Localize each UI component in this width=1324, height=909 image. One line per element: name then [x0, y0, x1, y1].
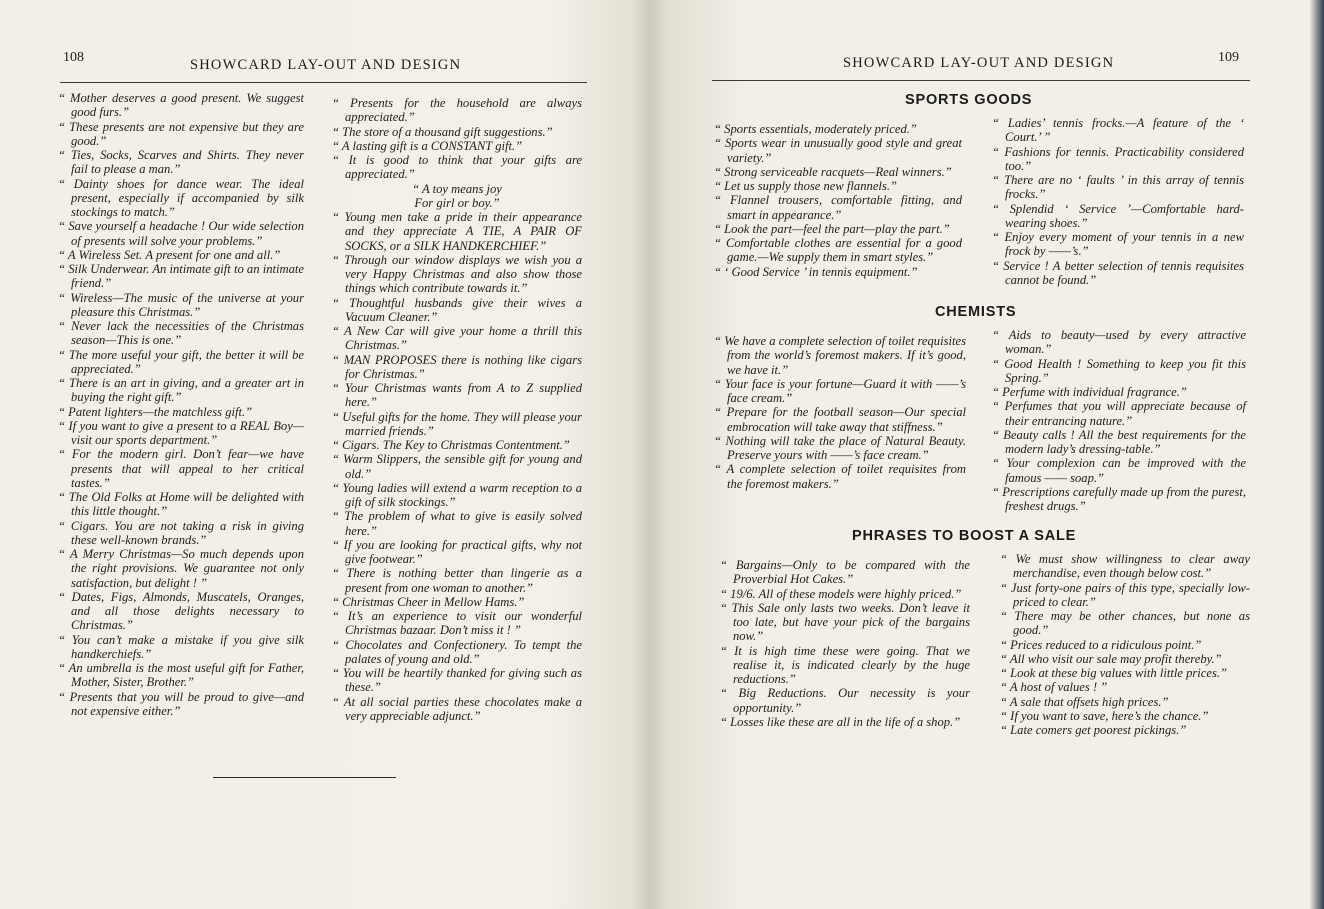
phrases-right-column [1000, 552, 1250, 737]
slogan-item: “ Dainty shoes for dance wear. The ideal present, especially if accompanied by silk stockings to match.” [58, 176, 304, 219]
slogan-item: “ Patent lighters—the matchless gift.” [58, 404, 253, 419]
slogan-item: “ Warm Slippers, the sensible gift for young and old.” [332, 452, 582, 481]
slogan-item: “ At all social parties these chocolates make a very appreciable adjunct.” [332, 694, 582, 723]
slogan-item: “ A lasting gift is a CONSTANT gift.” [332, 138, 523, 153]
slogan-item: “ Look at these big values with little prices.” [1000, 666, 1228, 680]
slogan-item: “ These presents are not expensive but they are good.” [58, 119, 304, 148]
slogan-item: “ The Old Folks at Home will be delighted with this little thought.” [58, 490, 304, 519]
slogan-item: “ Prices reduced to a ridiculous point.” [1000, 637, 1202, 652]
slogan-item: “ Bargains—Only to be compared with the Proverbial Hot Cakes.” [720, 558, 970, 587]
slogan-item: “ If you want to save, here’s the chance.” [1000, 708, 1209, 723]
slogan-item: “ Young ladies will extend a warm reception to a gift of silk stockings.” [332, 480, 582, 509]
slogan-item: “ Perfumes that you will appreciate because of their entrancing nature.” [992, 399, 1246, 428]
slogan-item: “ Chocolates and Confectionery. To tempt the palates of young and old.” [332, 637, 582, 666]
left-column-2 [332, 96, 582, 723]
right-page [650, 0, 1324, 909]
slogan-item: “ Strong serviceable racquets—Real winners.” [714, 164, 952, 179]
slogan-item: “ Fashions for tennis. Practicability considered too.” [992, 144, 1244, 173]
slogan-item: “ Flannel trousers, comfortable fitting, and smart in appearance.” [714, 193, 962, 222]
slogan-item: “ A New Car will give your home a thrill this Christmas.” [332, 324, 582, 353]
slogan-item: “ There is nothing better than lingerie as a present from one woman to another.” [332, 566, 582, 595]
slogan-item: “ You can’t make a mistake if you give silk handkerchiefs.” [58, 632, 304, 661]
slogan-item: “ Your Christmas wants from A to Z supplied here.” [332, 381, 582, 410]
slogan-item: “ Just forty-one pairs of this type, specially low-priced to clear.” [1000, 580, 1250, 609]
slogan-item: “ Your complexion can be improved with the famous —— soap.” [992, 456, 1246, 485]
section-heading-sports-goods: SPORTS GOODS [905, 92, 1033, 108]
page-edge [1310, 0, 1324, 909]
slogan-item: “ Late comers get poorest pickings.” [1000, 723, 1187, 737]
slogan-item: “ Mother deserves a good present. We suggest good furs.” [58, 91, 304, 120]
slogan-item: “ We have a complete selection of toilet requisites from the world’s foremost makers. If it’s good, we have it.” [714, 334, 966, 377]
slogan-item: “ The more useful your gift, the better it will be appreciated.” [58, 347, 304, 376]
slogan-item: “ There is an art in giving, and a greater art in buying the right gift.” [58, 376, 304, 405]
slogan-item: “ MAN PROPOSES there is nothing like cigars for Christmas.” [332, 352, 582, 381]
slogan-item: “ Beauty calls ! All the best requirements for the modern lady’s dressing-table.” [992, 427, 1246, 456]
slogan-item: “ We must show willingness to clear away merchandise, even though below cost.” [1000, 552, 1250, 581]
slogan-item: “ Service ! A better selection of tennis requisites cannot be found.” [992, 258, 1244, 287]
chemists-right-column [992, 328, 1246, 513]
slogan-item: “ Look the part—feel the part—play the part.” [714, 221, 950, 236]
slogan-item: “ Never lack the necessities of the Christmas season—This is one.” [58, 319, 304, 348]
slogan-item: “ Presents that you will be proud to give—and not expensive either.” [58, 689, 304, 718]
slogan-item: “ Prepare for the football season—Our special embrocation will take away that stiffness.” [714, 405, 966, 434]
slogan-item: “ The problem of what to give is easily solved here.” [332, 509, 582, 538]
slogan-item: “ Thoughtful husbands give their wives a Vacuum Cleaner.” [332, 295, 582, 324]
slogan-item: “ Good Health ! Something to keep you fit this Spring.” [992, 356, 1246, 385]
slogan-item: “ For the modern girl. Don’t fear—we have presents that will appeal to her critical tastes.” [58, 447, 304, 490]
slogan-item: “ It is high time these were going. That we realise it, is indicated clearly by the huge reductions.” [720, 643, 970, 686]
slogan-item: “ If you are looking for practical gifts, why not give footwear.” [332, 537, 582, 566]
slogan-item: “ Aids to beauty—used by every attractive woman.” [992, 328, 1246, 357]
slogan-item: “ Sports essentials, moderately priced.” [714, 122, 917, 136]
slogan-item: “ ‘ Good Service ’ in tennis equipment.” [714, 264, 918, 279]
page-number: 108 [63, 50, 84, 65]
slogan-item: “ Useful gifts for the home. They will please your married friends.” [332, 409, 582, 438]
slogan-item: “ Enjoy every moment of your tennis in a new frock by ——’s.” [992, 230, 1244, 259]
section-heading-chemists: CHEMISTS [935, 304, 1017, 320]
slogan-item: “ Big Reductions. Our necessity is your opportunity.” [720, 686, 970, 715]
running-head: SHOWCARD LAY-OUT AND DESIGN [843, 55, 1115, 71]
left-page [0, 0, 650, 909]
slogan-item: “ Save yourself a headache ! Our wide selection of presents will solve your problems.” [58, 219, 304, 248]
slogan-item: “ There are no ‘ faults ’ in this array of tennis frocks.” [992, 173, 1244, 202]
slogan-item: “ A sale that offsets high prices.” [1000, 694, 1169, 709]
slogan-item: “ Comfortable clothes are essential for a good game.—We supply them in smart styles.” [714, 236, 962, 265]
left-column-1 [58, 91, 304, 718]
slogan-item: “ Cigars. The Key to Christmas Contentment.” [332, 438, 570, 452]
end-rule [213, 777, 396, 778]
slogan-item: “ Through our window displays we wish you a very Happy Christmas and also show those things which contribute towards it.” [332, 252, 582, 296]
slogan-item: “ The store of a thousand gift suggestions.” [332, 124, 553, 139]
header-rule [60, 82, 587, 83]
slogan-item: “ Cigars. You are not taking a risk in giving these well-known brands.” [58, 518, 304, 547]
slogan-item: “ This Sale only lasts two weeks. Don’t leave it too late, but have your pick of the bargains now.” [720, 600, 970, 644]
header-rule [712, 80, 1250, 81]
slogan-item: “ A complete selection of toilet requisites from the foremost makers.” [714, 462, 966, 491]
slogan-item: “ Christmas Cheer in Mellow Hams.” [332, 594, 525, 609]
slogan-item: “ Ties, Socks, Scarves and Shirts. They never fail to please a man.” [58, 148, 304, 177]
slogan-item: “ Dates, Figs, Almonds, Muscatels, Oranges, and all those delights necessary to Christmas.” [58, 589, 304, 633]
slogan-item: “ There may be other chances, but none as good.” [1000, 609, 1250, 638]
slogan-item: “ Wireless—The music of the universe at your pleasure this Christmas.” [58, 290, 304, 319]
slogan-item: “ Let us supply those new flannels.” [714, 179, 897, 193]
slogan-item: “ Sports wear in unusually good style and great variety.” [714, 136, 962, 165]
slogan-item: “ A toy means joy [412, 181, 502, 196]
slogan-item: “ A Wireless Set. A present for one and all.” [58, 247, 281, 262]
running-head: SHOWCARD LAY-OUT AND DESIGN [190, 57, 462, 73]
slogan-item: “ You will be heartily thanked for giving such as these.” [332, 666, 582, 695]
slogan-item: “ Losses like these are all in the life of a shop.” [720, 714, 961, 729]
slogan-item: “ An umbrella is the most useful gift for Father, Mother, Sister, Brother.” [58, 661, 304, 690]
slogan-item: “ Ladies’ tennis frocks.—A feature of the ‘ Court.’ ” [992, 116, 1244, 145]
slogan-item: “ Perfume with individual fragrance.” [992, 385, 1187, 399]
phrases-left-column [720, 558, 970, 729]
slogan-item: “ Nothing will take the place of Natural Beauty. Preserve yours with ——’s face cream.” [714, 433, 966, 462]
section-heading-phrases-to-boost-a-sale: PHRASES TO BOOST A SALE [852, 528, 1077, 544]
slogan-item: “ It’s an experience to visit our wonderful Christmas bazaar. Don’t miss it ! ” [332, 609, 582, 638]
slogan-item: “ Young men take a pride in their appearance and they appreciate A TIE, A PAIR OF SOCKS, or a SILK HANDKERCHIEF.” [332, 210, 582, 253]
slogan-item: “ A Merry Christmas—So much depends upon the right provisions. We guarantee not only satisfaction, but delight ! ” [58, 547, 304, 590]
sports-goods-right-column [992, 116, 1244, 287]
slogan-item: “ Your face is your fortune—Guard it with ——’s face cream.” [714, 376, 966, 405]
page-number: 109 [1218, 50, 1239, 65]
slogan-item: “ Splendid ‘ Service ’—Comfortable hard-wearing shoes.” [992, 201, 1244, 230]
slogan-item: “ 19/6. All of these models were highly priced.” [720, 586, 962, 601]
slogan-item: “ Silk Underwear. An intimate gift to an intimate friend.” [58, 262, 304, 291]
slogan-item: For girl or boy.” [414, 195, 500, 210]
chemists-left-column [714, 334, 966, 491]
slogan-item: “ Presents for the household are always appreciated.” [332, 96, 582, 125]
slogan-item: “ If you want to give a present to a REAL Boy—visit our sports department.” [58, 418, 304, 447]
sports-goods-left-column [714, 122, 962, 279]
slogan-item: “ Prescriptions carefully made up from the purest, freshest drugs.” [992, 484, 1246, 513]
slogan-item: “ It is good to think that your gifts are appreciated.” [332, 153, 582, 182]
slogan-item: “ All who visit our sale may profit thereby.” [1000, 651, 1222, 666]
slogan-item: “ A host of values ! ” [1000, 680, 1108, 695]
